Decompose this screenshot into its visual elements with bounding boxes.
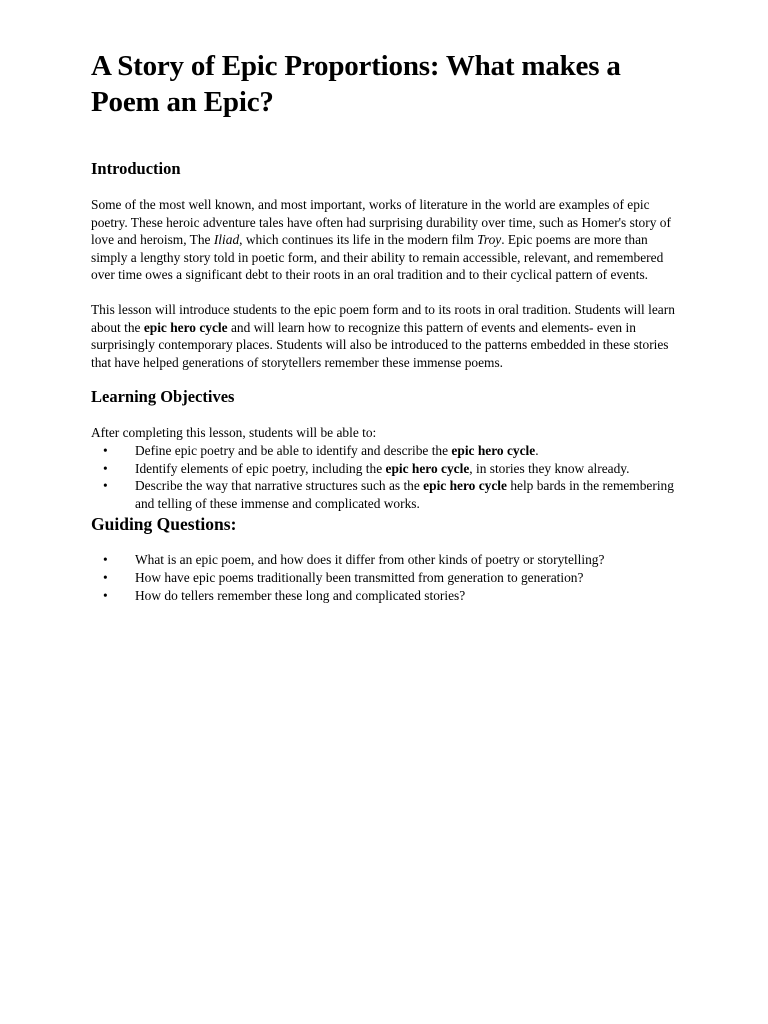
introduction-paragraph-1: Some of the most well known, and most important, works of literature in the world are examples of epic poetry. These heroic adventure tales have often had surprising durability over time, such as Homer's story of love and heroism, The Iliad, which continues its life in the modern film Troy. Epic poems are more than simply a lengthy story told in poetic form, and their ability to remain accessible, relevant, and remembered over time owes a significant debt to their roots in an oral tradition and to their cyclical pattern of events. [91, 197, 671, 283]
bullet-icon: • [103, 478, 108, 494]
list-item: • What is an epic poem, and how does it differ from other kinds of poetry or storytelling? [103, 552, 605, 568]
list-item: • Identify elements of epic poetry, including the epic hero cycle, in stories they know already. [103, 460, 630, 476]
page-title: A Story of Epic Proportions: What makes a Poem an Epic? [91, 50, 621, 118]
list-item: • Define epic poetry and be able to identify and describe the epic hero cycle. [103, 442, 539, 458]
iliad-title: Iliad [213, 232, 240, 248]
objectives-list [91, 442, 681, 512]
bullet-icon: • [103, 587, 108, 603]
list-item: • How do tellers remember these long and complicated stories? [103, 587, 466, 603]
troy-title: Troy [477, 232, 502, 248]
introduction-paragraph-2: This lesson will introduce students to the epic poem form and to its roots in oral tradition. Students will learn about the epic hero cycle and will learn how to recognize this pattern of events and elements- even in surprisingly contemporary places. Students will also be introduced to the patterns embedded in these stories that have helped generations of storytellers remember these immense poems. [91, 301, 675, 370]
list-item: • How have epic poems traditionally been transmitted from generation to generation? [103, 569, 584, 585]
bullet-icon: • [103, 552, 108, 568]
document-content [91, 48, 681, 604]
guiding-questions-heading: Guiding Questions: [91, 514, 237, 535]
bullet-icon: • [103, 442, 108, 458]
learning-objectives-heading: Learning Objectives [91, 387, 235, 407]
bullet-icon: • [103, 569, 108, 585]
bullet-icon: • [103, 460, 108, 476]
introduction-heading: Introduction [91, 159, 181, 178]
objectives-lead: After completing this lesson, students will be able to: [91, 425, 377, 441]
list-item: • Describe the way that narrative structures such as the epic hero cycle help bards in the remembering and telling of these immense and complicated works. [103, 478, 674, 511]
guiding-questions-list [91, 551, 681, 604]
epic-hero-cycle-term: epic hero cycle [143, 319, 228, 335]
